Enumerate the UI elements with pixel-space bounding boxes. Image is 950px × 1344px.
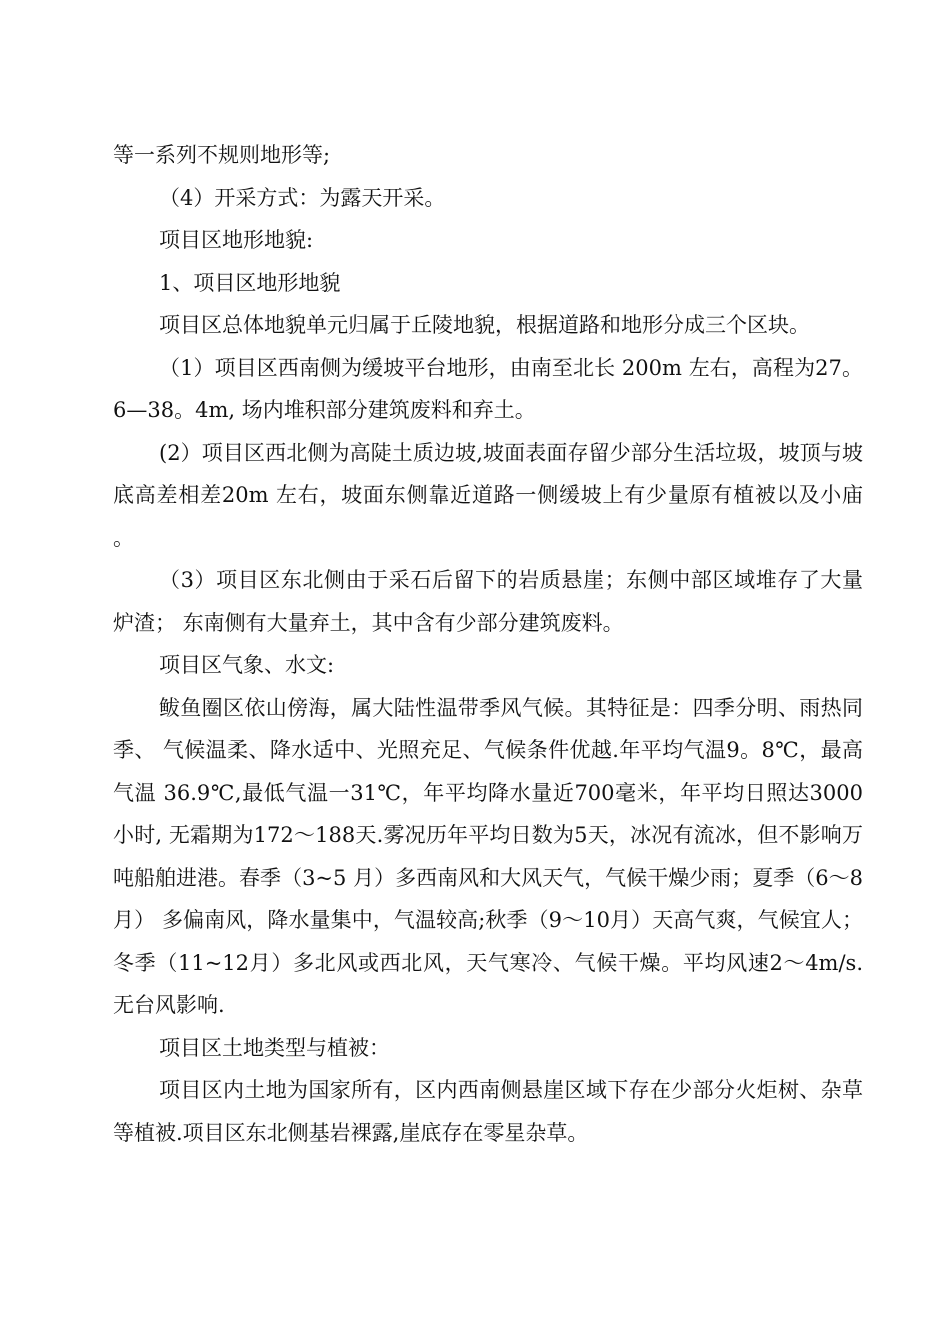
- paragraph-terrain-northeast: （3）项目区东北侧由于采石后留下的岩质悬崖；东侧中部区域堆存了大量炉渣； 东南侧有大量弃土，其中含有少部分建筑废料。: [113, 568, 863, 635]
- document-body: [113, 134, 863, 1154]
- section-heading-terrain: 项目区地形地貌:: [159, 228, 314, 252]
- paragraph-climate: 鲅鱼圈区依山傍海，属大陆性温带季风气候。其特征是：四季分明、雨热同季、 气候温柔、降水适中、光照充足、气候条件优越.年平均气温9。8℃，最高气温 36.9℃,最低气温一31℃，年平均降水量近700毫米，年平均日照达3000小时, 无霜期为172～188天.雾况历年平均日数为5天，冰况有流冰，但不影响万吨船舶进港。春季（3~5 月）多西南风和大风天气，气候干燥少雨；夏季（6～8 月） 多偏南风，降水量集中，气温较高;秋季（9～10月）天高气爽，气候宜人；冬季（11~12月）多北风或西北风，天气寒冷、气候干燥。平均风速2～4m/s.无台风影响.: [113, 695, 863, 1017]
- paragraph-2: （4）开采方式：为露天开采。: [159, 185, 446, 210]
- paragraph-terrain-overview: 项目区总体地貌单元归属于丘陵地貌，根据道路和地形分成三个区块。: [159, 313, 810, 337]
- paragraph-1: 等一系列不规则地形等;: [113, 143, 331, 167]
- paragraph-land-vegetation: 项目区内土地为国家所有，区内西南侧悬崖区域下存在少部分火炬树、杂草等植被.项目区东北侧基岩裸露,崖底存在零星杂草。: [113, 1078, 863, 1145]
- section-heading-climate: 项目区气象、水文:: [159, 653, 335, 677]
- paragraph-terrain-southwest: （1）项目区西南侧为缓坡平台地形，由南至北长 200m 左右，高程为27。6—38。4m, 场内堆积部分建筑废料和弃土。: [113, 355, 863, 422]
- paragraph-terrain-northwest: (2）项目区西北侧为高陡土质边坡,坡面表面存留少部分生活垃圾，坡顶与坡底高差相差20m 左右，坡面东侧靠近道路一侧缓坡上有少量原有植被以及小庙 。: [113, 440, 863, 550]
- section-heading-land-vegetation: 项目区土地类型与植被：: [159, 1035, 390, 1060]
- subsection-heading-terrain: 1、项目区地形地貌: [159, 270, 341, 295]
